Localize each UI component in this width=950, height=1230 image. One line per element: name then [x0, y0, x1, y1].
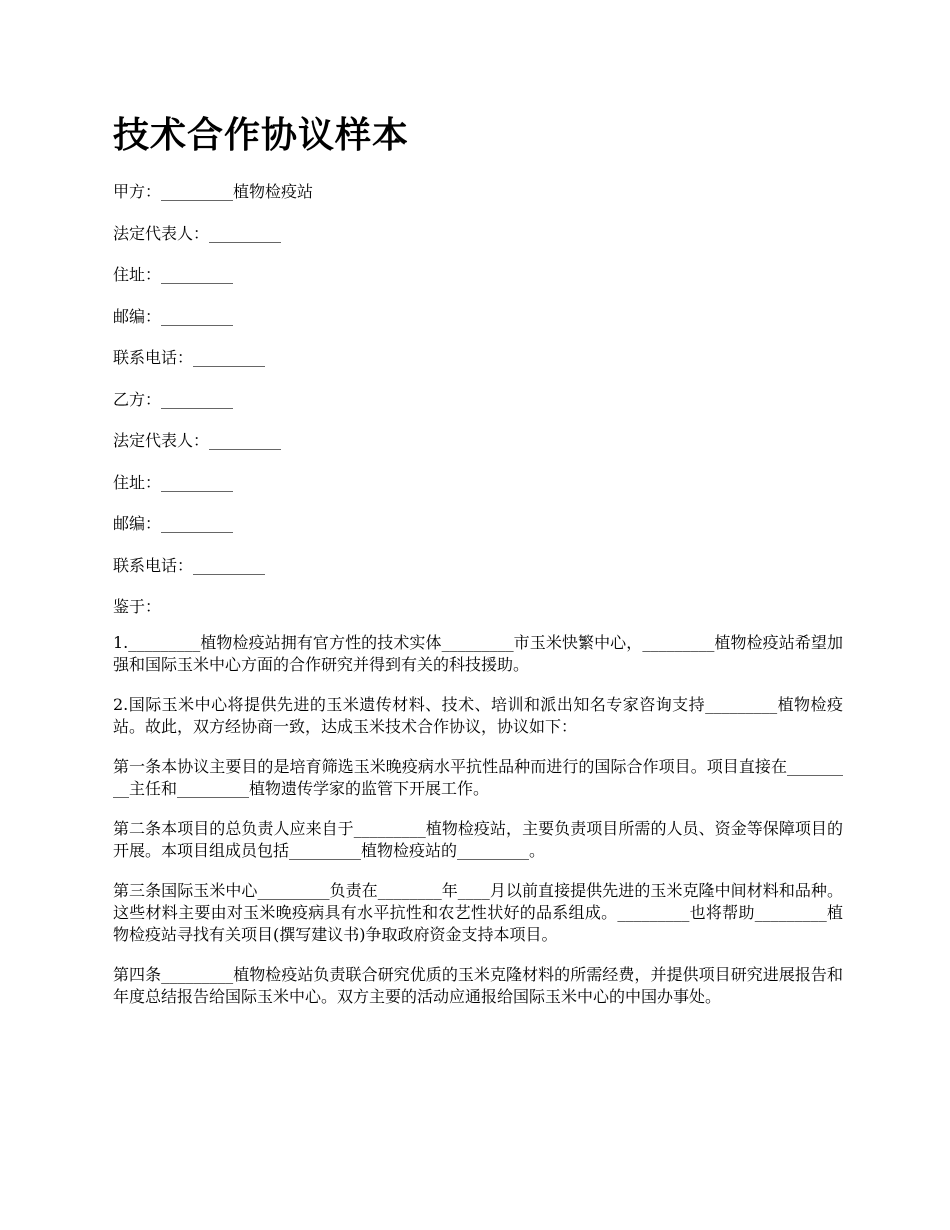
whereas-heading: 鉴于：	[113, 597, 162, 616]
article-2: 第二条本项目的总负责人应来自于_________植物检疫站，主要负责项目所需的人员、资金等保障项目的开展。本项目组成员包括_________植物检疫站的_________。	[113, 819, 843, 860]
whereas-clause-1: 1._________植物检疫站拥有官方性的技术实体_________市玉米快繁中心，_________植物检疫站希望加强和国际玉米中心方面的合作研究并得到有关的科技援助。	[113, 633, 843, 674]
party-b-legal-representative: 法定代表人：_________	[113, 431, 282, 450]
document-title: 技术合作协议样本	[113, 115, 410, 156]
article-1: 第一条本协议主要目的是培育筛选玉米晚疫病水平抗性品种而进行的国际合作项目。项目直接在_________主任和_________植物遗传学家的监管下开展工作。	[113, 757, 843, 798]
party-b-phone: 联系电话：_________	[113, 555, 266, 575]
article-3: 第三条国际玉米中心_________负责在________年____月以前直接提供先进的玉米克隆中间材料和品种。这些材料主要由对玉米晚疫病具有水平抗性和农艺性状好的品系组成。_________也将帮助_________植物检疫站寻找有关项目(撰写建议书)争取政府资金支持本项目。	[113, 881, 843, 944]
agreement-body	[113, 632, 843, 1026]
party-b-postcode: 邮编：_________	[113, 514, 234, 533]
party-a-legal-representative: 法定代表人：_________	[113, 223, 282, 243]
party-info-section	[113, 178, 843, 635]
article-4: 第四条_________植物检疫站负责联合研究优质的玉米克隆材料的所需经费，并提供项目研究进展报告和年度总结报告给国际玉米中心。双方主要的活动应通报给国际玉米中心的中国办事处。	[113, 965, 843, 1006]
party-a-name: 甲方：_________植物检疫站	[113, 182, 314, 201]
party-b-name: 乙方：_________	[113, 389, 234, 409]
party-a-phone: 联系电话：_________	[113, 348, 266, 367]
party-b-address: 住址：_________	[113, 472, 234, 492]
party-a-postcode: 邮编：_________	[113, 306, 234, 326]
party-a-address: 住址：_________	[113, 265, 234, 284]
whereas-clause-2: 2.国际玉米中心将提供先进的玉米遗传材料、技术、培训和派出知名专家咨询支持_________植物检疫站。故此，双方经协商一致，达成玉米技术合作协议，协议如下：	[113, 695, 843, 736]
